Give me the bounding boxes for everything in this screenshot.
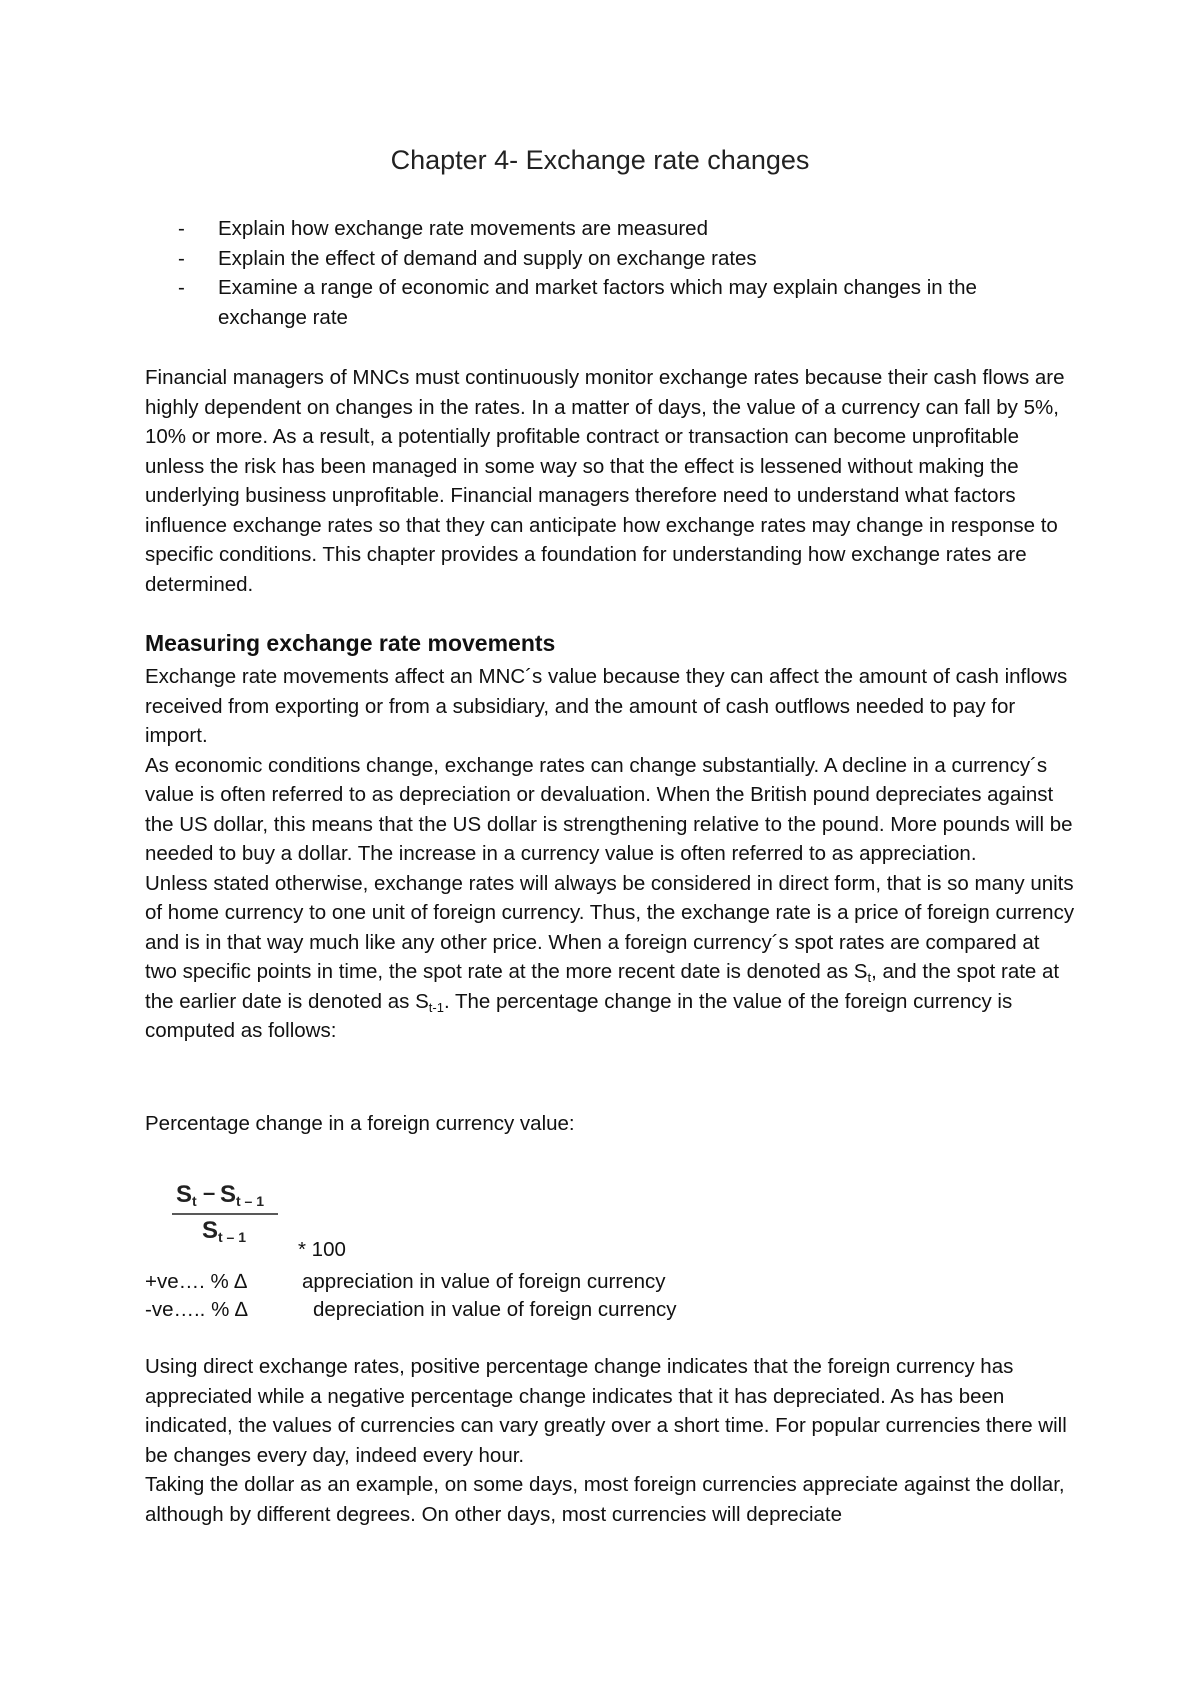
measuring-section	[145, 662, 1075, 1046]
sign-row-positive	[145, 1267, 666, 1297]
p3-text-c: . The percentage change in the value of the foreign currency is computed as follows:	[145, 989, 1013, 1042]
chapter-title: Chapter 4- Exchange rate changes	[390, 145, 810, 175]
subscript-t-minus-1: t-1	[428, 999, 444, 1015]
objective-item: - Explain how exchange rate movements are measured	[178, 214, 1058, 244]
intro-section	[145, 363, 1075, 599]
formula-numerator-sub-t: t	[192, 1193, 197, 1209]
formula-denominator-s: S	[202, 1217, 219, 1244]
sign-row-negative	[145, 1295, 677, 1325]
closing-paragraph-1: Using direct exchange rates, positive percentage change indicates that the foreign currency has appreciated while a negative percentage change indicates that it has depreciated. As has been indicated, the values of currencies can vary greatly over a short time. For popular currencies there will be changes every day, indeed every hour.	[145, 1355, 1067, 1467]
closing-paragraph-2: Taking the dollar as an example, on some days, most foreign currencies appreciate against the dollar, although by different degrees. On other days, most currencies will depreciate	[145, 1473, 1065, 1526]
objective-item: - Examine a range of economic and market factors which may explain changes in the exchange rate	[178, 273, 1058, 332]
formula-multiplier: * 100	[298, 1238, 346, 1261]
formula-denominator-sub: t – 1	[218, 1229, 247, 1245]
section-paragraph-3	[145, 869, 1075, 1046]
sign-row-rhs: depreciation in value of foreign currency	[313, 1298, 677, 1321]
p3-text-a: Unless stated otherwise, exchange rates will always be considered in direct form, that is so many units of home currency to one unit of foreign currency. Thus, the exchange rate is a price of foreign currency and is in that way much like any other price. When a foreign currency´s spot rates are compared at two specific points in time, the spot rate at the more recent date is denoted as S	[145, 871, 1075, 983]
objective-item: - Explain the effect of demand and supply on exchange rates	[178, 244, 1058, 274]
percentage-change-formula	[172, 1178, 282, 1246]
p3-text-b: , and the spot rate at the earlier date is denoted as S	[145, 960, 1060, 1013]
formula-numerator-sub-t-1: t – 1	[236, 1193, 265, 1209]
closing-section	[145, 1352, 1075, 1529]
formula-label: Percentage change in a foreign currency value:	[145, 1112, 575, 1135]
formula-label-section	[145, 1109, 1075, 1139]
subscript-t: t	[867, 970, 872, 985]
sign-row-lhs: +ve…. % ∆	[145, 1270, 247, 1293]
intro-paragraph: Financial managers of MNCs must continuously monitor exchange rates because their cash flows are highly dependent on changes in the rates. In a matter of days, the value of a currency can fall by 5%, 10% or more. As a result, a potentially profitable contract or transaction can become unprofitable unless the risk has been managed in some way so that the effect is lessened without making the underlying business unprofitable. Financial managers therefore need to understand what factors influence exchange rates so that they can anticipate how exchange rates may change in response to specific conditions. This chapter provides a foundation for understanding how exchange rates are determined.	[145, 366, 1065, 596]
section-paragraph-2: As economic conditions change, exchange rates can change substantially. A decline in a currency´s value is often referred to as depreciation or devaluation. When the British pound depreciates against the US dollar, this means that the US dollar is strengthening relative to the pound. More pounds will be needed to buy a dollar. The increase in a currency value is often referred to as appreciation.	[145, 753, 1073, 865]
section-paragraph-1: Exchange rate movements affect an MNC´s value because they can affect the amount of cash inflows received from exporting or from a subsidiary, and the amount of cash outflows needed to pay for import.	[145, 665, 1068, 747]
section-heading: Measuring exchange rate movements	[145, 630, 556, 656]
learning-objectives-list	[178, 214, 1058, 332]
formula-minus: –	[203, 1180, 216, 1205]
sign-row-rhs: appreciation in value of foreign currency	[302, 1270, 666, 1293]
sign-row-lhs: -ve….. % ∆	[145, 1298, 248, 1321]
formula-numerator-s: S	[176, 1181, 193, 1208]
formula-numerator-s2: S	[220, 1181, 237, 1208]
